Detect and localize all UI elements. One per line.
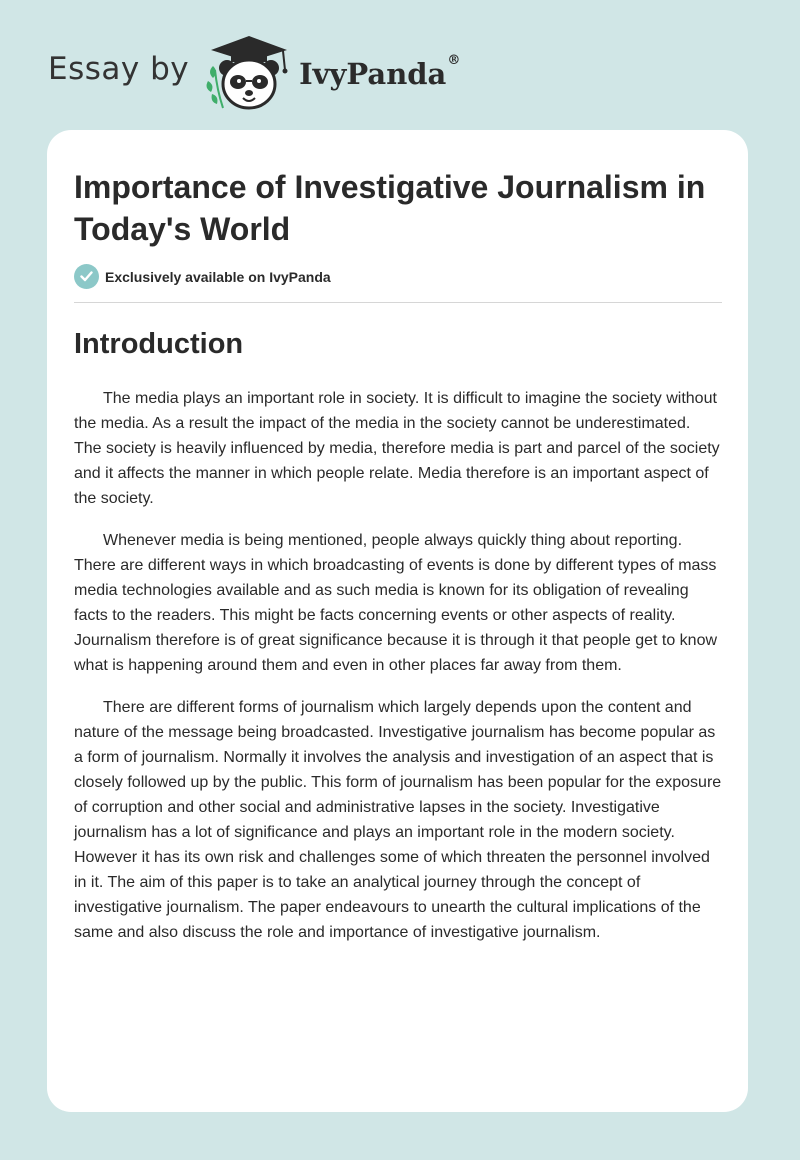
exclusive-badge <box>74 264 331 289</box>
check-icon <box>74 264 99 289</box>
section-heading: Introduction <box>74 328 244 360</box>
essay-title: Importance of Investigative Journalism in Today's World <box>74 169 706 247</box>
paragraph: The media plays an important role in society. It is difficult to imagine the society without the media. As a result the impact of the media in the society cannot be underestimated. The society is heavily influenced by media, therefore media is part and parcel of the society and it affects the manner in which people relate. Media therefore is an important aspect of the society. <box>74 390 720 507</box>
brand-name[interactable] <box>299 53 461 91</box>
panda-graduate-logo-icon[interactable] <box>203 30 295 114</box>
registered-mark: ® <box>447 53 461 68</box>
essay-by-label: Essay by <box>48 51 190 87</box>
brand-text: IvyPanda <box>299 57 447 91</box>
essay-body <box>74 386 722 962</box>
exclusive-badge-label: Exclusively available on IvyPanda <box>105 268 331 285</box>
paragraph: Whenever media is being mentioned, people always quickly thing about reporting. There are different ways in which broadcasting of events is done by different types of mass media technologies available and as such media is known for its obligation of revealing facts to the readers. This might be facts concerning events or other aspects of reality. Journalism therefore is of great significance because it is through it that people get to know what is happening around them and even in other places far away from them. <box>74 532 718 674</box>
divider <box>74 302 722 303</box>
site-header <box>48 30 460 114</box>
essay-card <box>47 130 748 1112</box>
paragraph: There are different forms of journalism which largely depends upon the content and nature of the message being broadcasted. Investigative journalism has become popular as a form of journalism. Normally it involves the analysis and investigation of an aspect that is closely followed up by the public. This form of journalism has been popular for the exposure of corruption and other social and administrative lapses in the society. Investigative journalism has a lot of significance and plays an important role in the modern society. However it has its own risk and challenges some of which threaten the personnel involved in it. The aim of this paper is to take an analytical journey through the concept of investigative journalism. The paper endeavours to unearth the cultural implications of the same and also discuss the role and importance of investigative journalism. <box>74 699 722 941</box>
